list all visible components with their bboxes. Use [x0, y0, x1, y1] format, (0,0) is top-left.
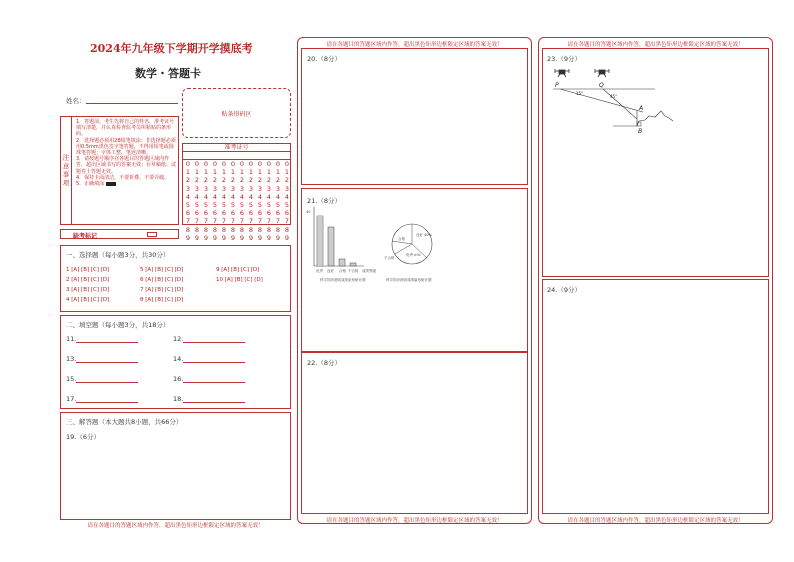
q21-label: 21.（8分）: [307, 197, 341, 205]
exam-id-digit[interactable]: 2: [203, 176, 209, 185]
drone-q-icon: [595, 69, 609, 77]
choice-q2[interactable]: 2 [A] [B] [C] [D]: [66, 277, 110, 283]
exam-id-digit[interactable]: 2: [284, 176, 290, 185]
exam-id-digit[interactable]: 6: [221, 209, 227, 218]
exam-id-digit[interactable]: 6: [284, 209, 290, 218]
blank-label: 12.: [173, 335, 184, 343]
exam-id-digit[interactable]: 0: [203, 160, 209, 168]
exam-id-column[interactable]: [184, 160, 192, 242]
exam-id-digit[interactable]: 7: [203, 217, 209, 226]
label-q: Q: [599, 82, 604, 89]
choice-q8[interactable]: 8 [A] [B] [C] [D]: [140, 297, 184, 303]
choice-q5[interactable]: 5 [A] [B] [C] [D]: [140, 267, 184, 273]
blank-label: 11.: [66, 335, 77, 343]
note-3: 3．请按题号顺序在各题目的答题区域内作答，超出区域书写的答案无效；在草稿纸、试题卷上答题无效。: [76, 156, 177, 175]
exam-id-digit[interactable]: 1: [212, 168, 218, 177]
exam-id-digit[interactable]: 0: [185, 160, 191, 168]
exam-id-digit[interactable]: 4: [203, 192, 209, 201]
exam-id-digit[interactable]: 1: [203, 168, 209, 177]
bar-3: [339, 259, 345, 266]
exam-id-column[interactable]: [211, 160, 219, 242]
exam-id-column[interactable]: [283, 160, 291, 242]
exam-id-digit[interactable]: 4: [194, 192, 200, 201]
exam-id-digit[interactable]: 1: [239, 168, 245, 177]
exam-id-digit[interactable]: 4: [230, 192, 236, 201]
exam-id-digit[interactable]: 0: [275, 160, 281, 168]
exam-id-digit[interactable]: 9: [194, 233, 200, 242]
choice-q10[interactable]: 10 [A] [B] [C] [D]: [216, 277, 263, 283]
q19-label: 19.（6分）: [66, 433, 100, 441]
exam-id-digit[interactable]: 7: [239, 217, 245, 226]
exam-id-digit[interactable]: 6: [257, 209, 263, 218]
exam-id-digit[interactable]: 4: [275, 192, 281, 201]
exam-id-digit[interactable]: 5: [284, 201, 290, 210]
exam-id-column[interactable]: [193, 160, 201, 242]
absent-mark-row: [60, 229, 179, 239]
exam-id-digit[interactable]: 4: [284, 192, 290, 201]
exam-id-column[interactable]: [202, 160, 210, 242]
exam-id-digit[interactable]: 6: [194, 209, 200, 218]
absent-checkbox[interactable]: [147, 232, 157, 237]
choice-q9[interactable]: 9 [A] [B] [C] [D]: [216, 267, 260, 273]
exam-id-digit[interactable]: 4: [221, 192, 227, 201]
fill-title: 二、填空题（每小题3分，共18分）: [66, 321, 170, 329]
note-4: 4．保持卡面清洁，不要折叠、不要弄破。: [76, 174, 170, 181]
exam-id-column[interactable]: [220, 160, 228, 242]
choice-q6[interactable]: 6 [A] [B] [C] [D]: [140, 277, 184, 283]
exam-id-digit[interactable]: 0: [221, 160, 227, 168]
exam-id-digit[interactable]: 3: [194, 184, 200, 193]
exam-id-digit[interactable]: 5: [203, 201, 209, 210]
pie-seg-good: 良好 40%: [416, 233, 432, 237]
exam-id-column[interactable]: [229, 160, 237, 242]
bar-cat-4: 不合格: [348, 269, 359, 273]
exam-id-digit[interactable]: 6: [266, 209, 272, 218]
exam-id-digit[interactable]: 9: [275, 233, 281, 242]
exam-id-digit[interactable]: 5: [185, 201, 191, 210]
angle-45: 45°: [610, 94, 618, 99]
q20-label: 20.（8分）: [307, 55, 341, 63]
q22-area: [301, 352, 528, 514]
name-label: 姓名：: [66, 97, 86, 105]
choice-q4[interactable]: 4 [A] [B] [C] [D]: [66, 297, 110, 303]
exam-id-digit[interactable]: 8: [257, 225, 263, 234]
exam-id-digit[interactable]: 3: [266, 184, 272, 193]
blank-answer-line[interactable]: [183, 362, 245, 363]
exam-id-digit[interactable]: 0: [212, 160, 218, 168]
exam-id-digit[interactable]: 2: [248, 176, 254, 185]
note-1: 1．答题前，考生先将自己的姓名、准考证号填写清楚，并认真检查监考员所粘贴的条形码。: [76, 119, 175, 138]
exam-id-digit[interactable]: 3: [257, 184, 263, 193]
exam-id-digit[interactable]: 1: [257, 168, 263, 177]
notes-label: 注意事项: [61, 117, 72, 224]
exam-id-digit[interactable]: 2: [266, 176, 272, 185]
exam-id-digit[interactable]: 7: [221, 217, 227, 226]
exam-title: 2024年九年级下学期开学摸底考: [90, 42, 253, 55]
exam-id-digit[interactable]: 6: [203, 209, 209, 218]
exam-id-digit[interactable]: 1: [221, 168, 227, 177]
exam-id-digit[interactable]: 9: [221, 233, 227, 242]
exam-id-digit[interactable]: 2: [275, 176, 281, 185]
barcode-area: [182, 88, 291, 138]
exam-id-digit[interactable]: 1: [230, 168, 236, 177]
exam-id-digit[interactable]: 4: [248, 192, 254, 201]
exam-id-digit[interactable]: 9: [266, 233, 272, 242]
q24-label: 24.（9分）: [547, 286, 581, 294]
blank-answer-line[interactable]: [76, 382, 138, 383]
exam-id-digit[interactable]: 4: [185, 192, 191, 201]
note-5: 5．正确填涂: [76, 181, 105, 188]
blank-answer-line[interactable]: [76, 362, 138, 363]
exam-id-digit[interactable]: 8: [230, 225, 236, 234]
exam-id-column[interactable]: [247, 160, 255, 242]
exam-id-digit[interactable]: 0: [284, 160, 290, 168]
exam-id-digit[interactable]: 1: [185, 168, 191, 177]
exam-id-label: 准考证号: [183, 144, 290, 152]
choice-q7[interactable]: 7 [A] [B] [C] [D]: [140, 287, 184, 293]
bar-cat-2: 良好: [327, 269, 334, 273]
exam-id-digit[interactable]: 5: [257, 201, 263, 210]
note-2: 2．选择题必须用2B铅笔填涂；非选择题必须用0.5mm黑色签字笔答题，不得用铅笔或圆珠笔答题；字体工整、笔迹清晰。: [76, 137, 176, 157]
blank-answer-line[interactable]: [183, 342, 245, 343]
bar-cat-3: 合格: [339, 269, 346, 273]
notes-box: [60, 116, 179, 225]
choice-title: 一、选择题（每小题3分，共30分）: [66, 251, 170, 259]
exam-id-digit[interactable]: 4: [257, 192, 263, 201]
exam-id-digit[interactable]: 1: [194, 168, 200, 177]
exam-id-digit[interactable]: 0: [266, 160, 272, 168]
exam-id-digit[interactable]: 5: [275, 201, 281, 210]
absent-label: 缺考标记: [73, 233, 98, 240]
exam-id-digit[interactable]: 2: [185, 176, 191, 185]
pie-seg-excellent: 优秀 m%: [406, 253, 421, 257]
exam-id-digit[interactable]: 2: [221, 176, 227, 185]
exam-id-digit[interactable]: 7: [284, 217, 290, 226]
exam-id-digit[interactable]: 7: [248, 217, 254, 226]
pie-seg-fail: 不合格: [384, 256, 395, 260]
q24-area: [542, 279, 769, 514]
barcode-label: 贴条形码区: [221, 110, 252, 118]
exam-id-digit[interactable]: 7: [275, 217, 281, 226]
exam-id-digit[interactable]: 7: [194, 217, 200, 226]
exam-id-digit[interactable]: 5: [239, 201, 245, 210]
exam-id-digit[interactable]: 3: [248, 184, 254, 193]
answer-title: 三、解答题（本大题共8小题，共66分）: [66, 418, 183, 426]
exam-id-digit[interactable]: 8: [284, 225, 290, 234]
name-field[interactable]: [86, 103, 178, 104]
drone-p-icon: [555, 69, 569, 77]
exam-id-digit[interactable]: 8: [203, 225, 209, 234]
exam-id-digit[interactable]: 8: [194, 225, 200, 234]
exam-id-digit[interactable]: 6: [248, 209, 254, 218]
exam-id-digit[interactable]: 9: [284, 233, 290, 242]
exam-id-digit[interactable]: 7: [230, 217, 236, 226]
exam-id-digit[interactable]: 9: [248, 233, 254, 242]
exam-id-digit[interactable]: 9: [212, 233, 218, 242]
exam-id-digit[interactable]: 8: [266, 225, 272, 234]
exam-id-digit[interactable]: 0: [230, 160, 236, 168]
label-a: A: [639, 105, 644, 112]
exam-id-digit[interactable]: 9: [185, 233, 191, 242]
blank-answer-line[interactable]: [183, 402, 245, 403]
exam-id-digit[interactable]: 5: [230, 201, 236, 210]
exam-id-digit[interactable]: 2: [212, 176, 218, 185]
exam-id-digit[interactable]: 3: [284, 184, 290, 193]
label-b: B: [638, 128, 643, 135]
exam-id-digit[interactable]: 9: [257, 233, 263, 242]
card-subtitle: 数学・答题卡: [135, 67, 201, 80]
exam-id-digit[interactable]: 7: [257, 217, 263, 226]
exam-id-digit[interactable]: 6: [275, 209, 281, 218]
exam-id-digit[interactable]: 6: [185, 209, 191, 218]
exam-id-digit[interactable]: 4: [239, 192, 245, 201]
exam-id-digit[interactable]: 3: [275, 184, 281, 193]
exam-id-digit[interactable]: 3: [221, 184, 227, 193]
bar-caption: 科学知识测试成绩条形统计图: [320, 278, 366, 282]
bar-4: [350, 263, 356, 266]
exam-id-digit[interactable]: 0: [239, 160, 245, 168]
bar-ytick-top: 40: [306, 210, 311, 214]
q21-area: [301, 188, 528, 352]
exam-id-digit[interactable]: 4: [212, 192, 218, 201]
exam-id-digit[interactable]: 3: [239, 184, 245, 193]
exam-id-digit[interactable]: 5: [248, 201, 254, 210]
pie-seg-pass: 合格: [398, 237, 405, 241]
filled-mark-sample: [106, 182, 116, 186]
bar-2: [328, 227, 334, 266]
exam-id-digit[interactable]: 1: [266, 168, 272, 177]
exam-id-digit[interactable]: 5: [212, 201, 218, 210]
warning-left: 请在各题目的答题区域内作答，超出黑色矩形边框限定区域的答案无效！: [87, 523, 264, 529]
warning-right-top: 请在各题目的答题区域内作答，超出黑色矩形边框限定区域的答案无效！: [567, 42, 744, 48]
exam-id-digit[interactable]: 5: [194, 201, 200, 210]
exam-id-digit[interactable]: 0: [194, 160, 200, 168]
exam-id-digit[interactable]: 6: [212, 209, 218, 218]
q20-area: [301, 48, 528, 185]
exam-id-digit[interactable]: 1: [284, 168, 290, 177]
blank-label: 14.: [173, 355, 184, 363]
blank-label: 13.: [66, 355, 77, 363]
q23-area: [542, 48, 769, 277]
choice-q1[interactable]: 1 [A] [B] [C] [D]: [66, 267, 110, 273]
blank-label: 15.: [66, 375, 77, 383]
label-p: P: [555, 82, 559, 89]
figure-21: [302, 201, 529, 301]
blank-answer-line[interactable]: [76, 402, 138, 403]
exam-id-digit[interactable]: 5: [266, 201, 272, 210]
exam-id-digit[interactable]: 8: [248, 225, 254, 234]
exam-id-digit[interactable]: 4: [266, 192, 272, 201]
exam-id-column[interactable]: [265, 160, 273, 242]
exam-id-digit[interactable]: 9: [230, 233, 236, 242]
exam-id-digit[interactable]: 2: [194, 176, 200, 185]
q23-label: 23.（9分）: [547, 55, 581, 63]
exam-id-digit[interactable]: 2: [230, 176, 236, 185]
exam-id-column[interactable]: [256, 160, 264, 242]
exam-id-digit[interactable]: 2: [257, 176, 263, 185]
exam-id-digit[interactable]: 6: [230, 209, 236, 218]
exam-id-digit[interactable]: 8: [275, 225, 281, 234]
exam-id-digit[interactable]: 7: [212, 217, 218, 226]
bar-cat-5: 成绩等级: [362, 269, 376, 273]
exam-id-digit[interactable]: 9: [239, 233, 245, 242]
choice-q3[interactable]: 3 [A] [B] [C] [D]: [66, 287, 110, 293]
blank-label: 18.: [173, 395, 184, 403]
exam-id-digit[interactable]: 5: [221, 201, 227, 210]
exam-id-digit[interactable]: 0: [248, 160, 254, 168]
blank-label: 16.: [173, 375, 184, 383]
exam-id-digit[interactable]: 3: [230, 184, 236, 193]
exam-id-digit[interactable]: 9: [203, 233, 209, 242]
exam-id-column[interactable]: [274, 160, 282, 242]
exam-id-digit[interactable]: 8: [212, 225, 218, 234]
exam-id-digit[interactable]: 3: [203, 184, 209, 193]
angle-15: 15°: [576, 91, 584, 96]
bar-cat-1: 优秀: [316, 269, 323, 273]
blank-answer-line[interactable]: [183, 382, 245, 383]
exam-id-digit[interactable]: 8: [185, 225, 191, 234]
warning-mid-bottom: 请在各题目的答题区域内作答，超出黑色矩形边框限定区域的答案无效！: [326, 518, 503, 524]
exam-id-digit[interactable]: 3: [185, 184, 191, 193]
blank-label: 17.: [66, 395, 77, 403]
warning-right-bottom: 请在各题目的答题区域内作答，超出黑色矩形边框限定区域的答案无效！: [567, 518, 744, 524]
warning-mid-top: 请在各题目的答题区域内作答，超出黑色矩形边框限定区域的答案无效！: [326, 42, 503, 48]
exam-id-column[interactable]: [238, 160, 246, 242]
exam-id-digit[interactable]: 1: [275, 168, 281, 177]
exam-id-digit[interactable]: 8: [221, 225, 227, 234]
answer-section: [60, 412, 291, 520]
q22-label: 22.（8分）: [307, 359, 341, 367]
exam-id-digit[interactable]: 7: [185, 217, 191, 226]
exam-id-digit[interactable]: 6: [239, 209, 245, 218]
blank-answer-line[interactable]: [76, 342, 138, 343]
exam-id-digit[interactable]: 1: [248, 168, 254, 177]
exam-id-digit[interactable]: 3: [212, 184, 218, 193]
exam-id-digit[interactable]: 2: [239, 176, 245, 185]
exam-id-digit[interactable]: 8: [239, 225, 245, 234]
exam-id-digit[interactable]: 0: [257, 160, 263, 168]
exam-id-digit[interactable]: 7: [266, 217, 272, 226]
figure-23: [543, 63, 770, 153]
pie-caption: 科学知识测试成绩扇形统计图: [386, 278, 432, 282]
bar-1-fill: [318, 216, 323, 266]
